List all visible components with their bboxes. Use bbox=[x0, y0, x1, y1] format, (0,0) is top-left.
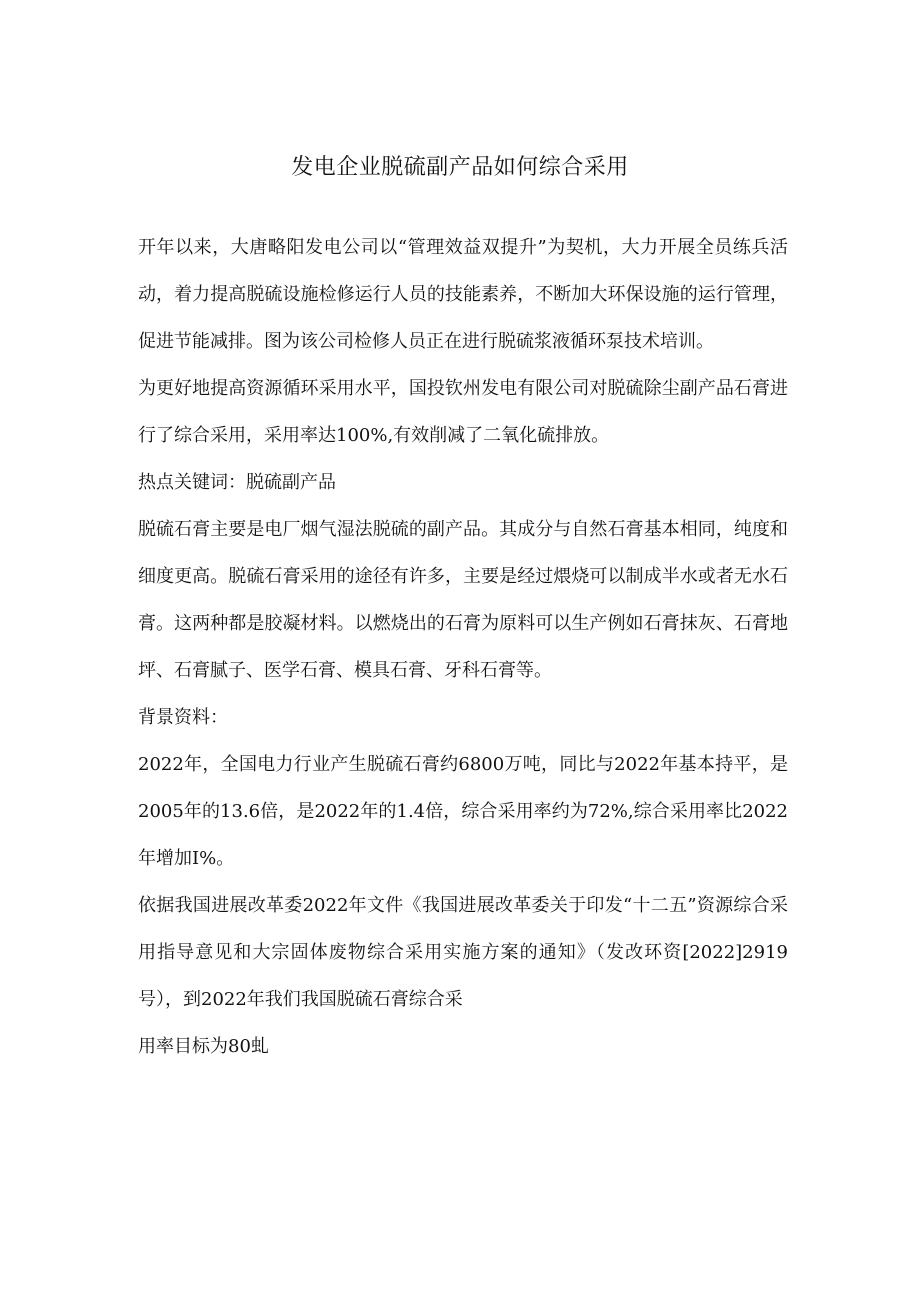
document-body bbox=[138, 224, 788, 1070]
paragraph-statistics: 2022年，全国电力行业产生脱硫石膏约6800万吨，同比与2022年基本持平，是2005年的13.6倍，是2022年的1.4倍，综合采用率约为72%,综合采用率比2022年增加I%。 bbox=[138, 754, 788, 869]
paragraph-background-heading: 背景资料： bbox=[138, 707, 228, 728]
paragraph-qinzhou: 为更好地提高资源循环采用水平，国投钦州发电有限公司对脱硫除尘副产品石膏进行了综合采用，采用率达100%,有效削减了二氧化硫排放。 bbox=[138, 378, 788, 446]
paragraph-keywords: 热点关键词：脱硫副产品 bbox=[138, 472, 336, 493]
paragraph-intro: 开年以来，大唐略阳发电公司以“管理效益双提升”为契机，大力开展全员练兵活动，着力提高脱硫设施检修运行人员的技能素养，不断加大环保设施的运行管理，促进节能减排。图为该公司检修人员正在进行脱硫浆液循环泵技术培训。 bbox=[138, 237, 788, 352]
document-title: 发电企业脱硫副产品如何综合采用 bbox=[291, 155, 629, 180]
paragraph-policy: 依据我国进展改革委2022年文件《我国进展改革委关于印发“十二五”资源综合采用指导意见和大宗固体废物综合采用实施方案的通知》（发改环资[2022]2919号），到2022年我们我国脱硫石膏综合采 bbox=[138, 895, 788, 1010]
paragraph-target: 用率目标为80虬 bbox=[138, 1036, 269, 1057]
paragraph-gypsum: 脱硫石膏主要是电厂烟气湿法脱硫的副产品。其成分与自然石膏基本相同，纯度和细度更高。脱硫石膏采用的途径有许多，主要是经过煨烧可以制成半水或者无水石膏。这两种都是胶凝材料。以燃烧出的石膏为原料可以生产例如石膏抹灰、石膏地坪、石膏腻子、医学石膏、模具石膏、牙科石膏等。 bbox=[138, 519, 788, 681]
